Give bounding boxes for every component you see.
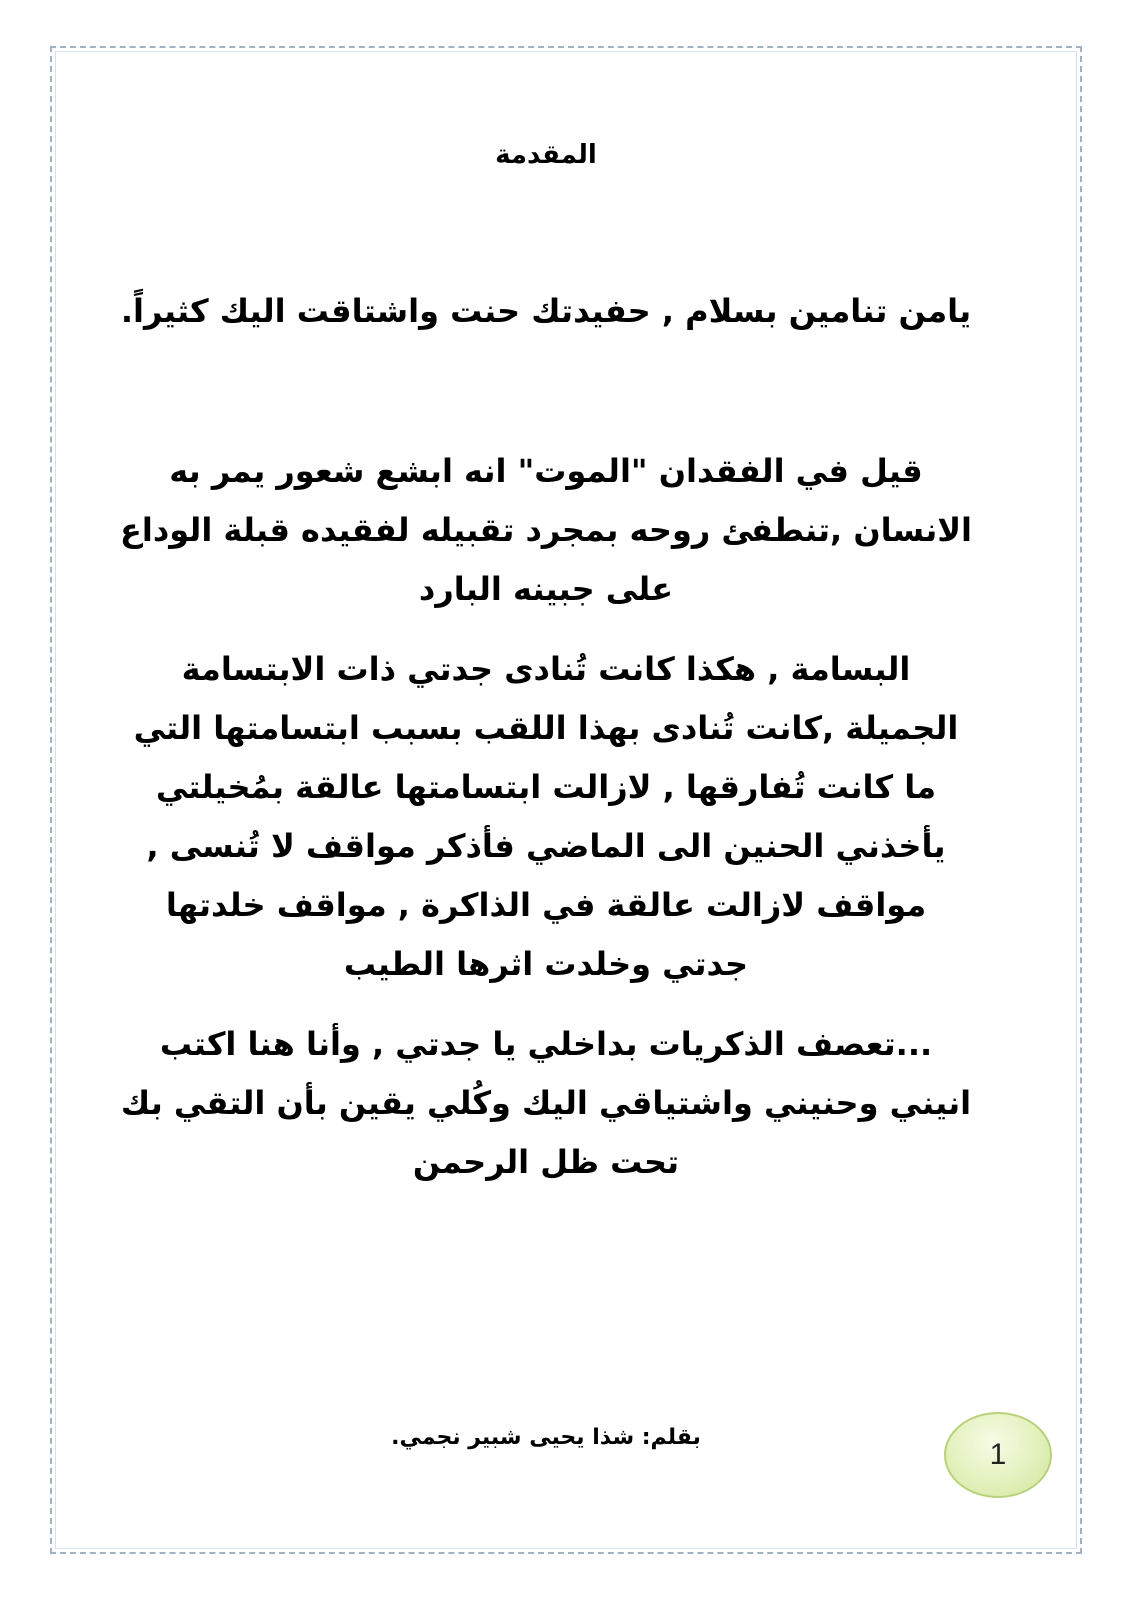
paragraph-line: البسامة , هكذا كانت تُنادى جدتي ذات الابتسامة — [181, 650, 911, 688]
paragraph-line: يأخذني الحنين الى الماضي فأذكر مواقف لا تُنسى , — [146, 827, 946, 865]
paragraph-line: الانسان ,تنطفئ روحه بمجرد تقبيله لفقيده قبلة الوداع — [119, 511, 973, 549]
paragraph-line: قيل في الفقدان "الموت" انه ابشع شعور يمر به — [169, 452, 923, 490]
paragraph-line: انيني وحنيني واشتياقي اليك وكُلي يقين بأن التقي بك — [120, 1084, 972, 1122]
greeting-line: يامن تنامين بسلام , حفيدتك حنت واشتاقت اليك كثيراً. — [120, 292, 972, 330]
paragraph-line: مواقف لازالت عالقة في الذاكرة , مواقف خلدتها — [165, 886, 927, 924]
paragraph-line: جدتي وخلدت اثرها الطيب — [343, 945, 749, 983]
paragraph-line: تحت ظل الرحمن — [412, 1143, 680, 1181]
page-title: المقدمة — [495, 140, 597, 170]
paragraph-line: على جبينه البارد — [418, 570, 674, 608]
paragraph-memories — [110, 1015, 982, 1192]
page-number-badge: 1 — [944, 1412, 1052, 1498]
paragraph-loss — [110, 442, 982, 619]
paragraph-line: ما كانت تُفارقها , لازالت ابتسامتها عالقة بمُخيلتي — [155, 768, 937, 806]
author-signature: بقلم: شذا يحيى شبير نجمي. — [391, 1425, 701, 1450]
paragraph-line: ...تعصف الذكريات بداخلي يا جدتي , وأنا هنا اكتب — [159, 1025, 933, 1063]
paragraph-grandmother — [110, 640, 982, 994]
paragraph-line: الجميلة ,كانت تُنادى بهذا اللقب بسبب ابتسامتها التي — [133, 709, 959, 747]
